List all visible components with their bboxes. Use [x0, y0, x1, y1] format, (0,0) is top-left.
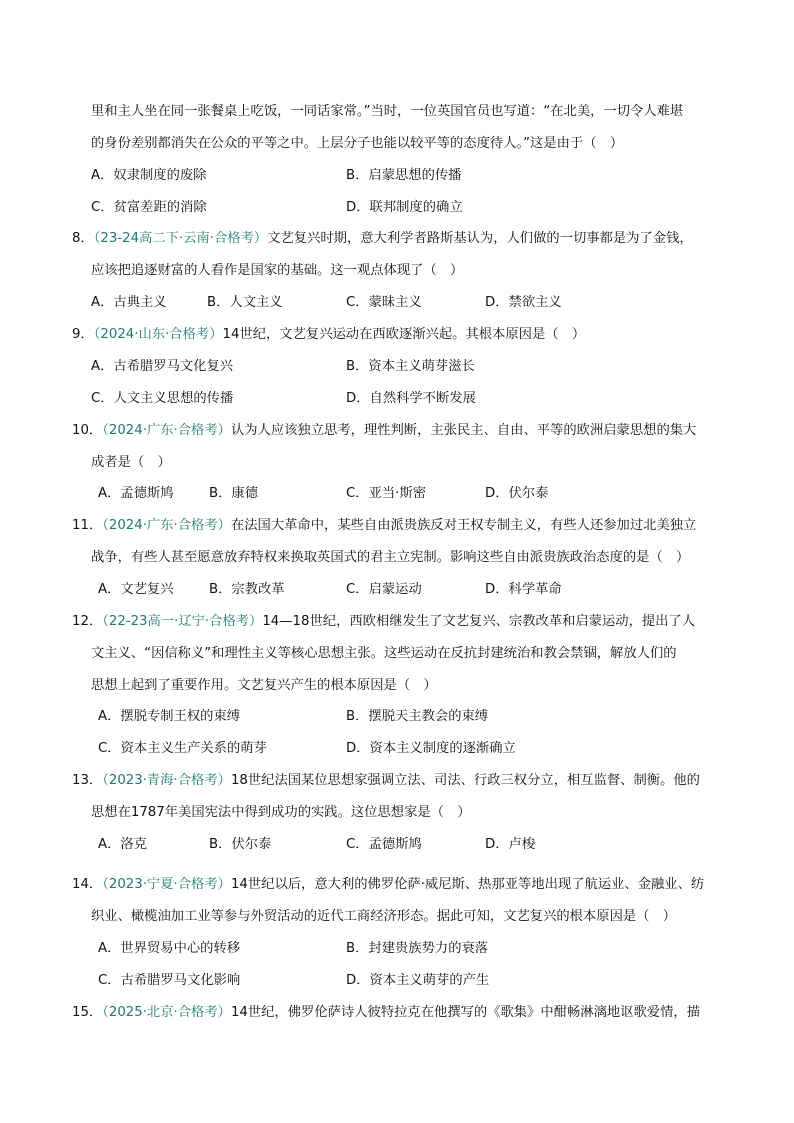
question-11 — [72, 516, 696, 536]
option-a[interactable]: A．孟德斯鸠 — [98, 486, 174, 501]
option-b[interactable]: B．资本主义萌芽滋长 — [346, 359, 475, 374]
option-c[interactable]: C．蒙昧主义 — [346, 295, 422, 310]
question-text: 文艺复兴时期，意大利学者路斯基认为，人们做的一切事都是为了金钱， — [267, 231, 693, 246]
question-text: 思想上起到了重要作用。文艺复兴产生的根本原因是（ ） — [91, 678, 437, 693]
question-text: 14世纪，佛罗伦萨诗人彼特拉克在他撰写的《歌集》中酣畅淋漓地讴歌爱情，描 — [230, 1005, 700, 1020]
option-c[interactable]: C．孟德斯鸠 — [346, 837, 422, 852]
question-source: （2024·广东·合格考） — [102, 518, 231, 533]
option-b[interactable]: B．摆脱天主教会的束缚 — [346, 709, 489, 724]
question-number: 10． — [72, 423, 103, 438]
option-c[interactable]: C．贫富差距的消除 — [91, 200, 207, 215]
option-d[interactable]: D．资本主义萌芽的产生 — [346, 973, 490, 988]
option-d[interactable]: D．科学革命 — [485, 582, 562, 597]
question-source: （22-23高一·辽宁·合格考） — [102, 614, 263, 629]
question-14 — [72, 875, 704, 895]
question-13 — [72, 771, 700, 791]
option-b[interactable]: B．封建贵族势力的衰落 — [346, 941, 489, 956]
question-number: 8． — [72, 231, 94, 246]
question-15 — [72, 1003, 700, 1023]
question-text: 18世纪法国某位思想家强调立法、司法、行政三权分立，相互监督、制衡。他的 — [230, 773, 700, 788]
option-d[interactable]: D．联邦制度的确立 — [346, 200, 463, 215]
question-text: 14世纪以后，意大利的佛罗伦萨·威尼斯、热那亚等地出现了航运业、金融业、纺 — [230, 877, 705, 892]
intro-line-2: 的身份差别都消失在公众的平等之中。上层分子也能以较平等的态度待人。”这是由于（ ） — [91, 136, 624, 151]
question-text: 应该把追逐财富的人看作是国家的基础。这一观点体现了（ ） — [91, 263, 464, 278]
question-source: （2023·青海·合格考） — [102, 773, 231, 788]
option-b[interactable]: B．康德 — [209, 486, 259, 501]
option-d[interactable]: D．禁欲主义 — [485, 295, 562, 310]
question-source: （2024·广东·合格考） — [102, 423, 231, 438]
question-text: 战争，有些人甚至愿意放弃特权来换取英国式的君主立宪制。影响这些自由派贵族政治态度的是（ ） — [91, 550, 690, 565]
option-d[interactable]: D．资本主义制度的逐渐确立 — [346, 741, 516, 756]
option-a[interactable]: A．古希腊罗马文化复兴 — [91, 359, 234, 374]
question-number: 15． — [72, 1005, 103, 1020]
question-number: 11． — [72, 518, 103, 533]
option-c[interactable]: C．亚当·斯密 — [346, 486, 426, 501]
option-b[interactable]: B．人文主义 — [207, 295, 283, 310]
question-10 — [72, 421, 696, 441]
option-b[interactable]: B．宗教改革 — [209, 582, 285, 597]
option-a[interactable]: A．文艺复兴 — [98, 582, 174, 597]
question-9 — [72, 325, 585, 345]
option-c[interactable]: C．人文主义思想的传播 — [91, 391, 234, 406]
question-number: 13． — [72, 773, 103, 788]
question-source: （2023·宁夏·合格考） — [102, 877, 231, 892]
option-a[interactable]: A．世界贸易中心的转移 — [98, 941, 241, 956]
question-8 — [72, 229, 693, 249]
question-number: 14． — [72, 877, 103, 892]
option-d[interactable]: D．自然科学不断发展 — [346, 391, 476, 406]
option-c[interactable]: C．启蒙运动 — [346, 582, 422, 597]
question-source: （23-24高二下·云南·合格考） — [93, 231, 268, 246]
question-text: 认为人应该独立思考，理性判断，主张民主、自由、平等的欧洲启蒙思想的集大 — [230, 423, 697, 438]
option-a[interactable]: A．古典主义 — [91, 295, 167, 310]
question-12 — [72, 612, 695, 632]
option-d[interactable]: D．伏尔泰 — [485, 486, 549, 501]
option-c[interactable]: C．古希腊罗马文化影响 — [98, 973, 241, 988]
option-a[interactable]: A．洛克 — [98, 837, 147, 852]
question-number: 12． — [72, 614, 103, 629]
option-a[interactable]: A．奴隶制度的废除 — [91, 168, 207, 183]
option-c[interactable]: C．资本主义生产关系的萌芽 — [98, 741, 267, 756]
option-b[interactable]: B．伏尔泰 — [209, 837, 272, 852]
question-source: （2024·山东·合格考） — [93, 327, 223, 342]
question-text: 14—18世纪，西欧相继发生了文艺复兴、宗教改革和启蒙运动，提出了人 — [262, 614, 696, 629]
question-text: 文主义、“因信称义”和理性主义等核心思想主张。这些运动在反抗封建统治和教会禁锢，解放人们的 — [91, 646, 677, 661]
option-b[interactable]: B．启蒙思想的传播 — [346, 168, 462, 183]
option-a[interactable]: A．摆脱专制王权的束缚 — [98, 709, 241, 724]
question-text: 在法国大革命中，某些自由派贵族反对王权专制主义，有些人还参加过北美独立 — [230, 518, 697, 533]
question-text: 14世纪，文艺复兴运动在西欧逐渐兴起。其根本原因是（ ） — [222, 327, 586, 342]
intro-line-1: 里和主人坐在同一张餐桌上吃饭，一同话家常。”当时，一位英国官员也写道：“在北美，一切令人难堪 — [91, 104, 684, 119]
question-number: 9． — [72, 327, 94, 342]
question-text: 思想在1787年美国宪法中得到成功的实践。这位思想家是（ ） — [91, 805, 471, 820]
question-text: 织业、橄榄油加工业等参与外贸活动的近代工商经济形态。据此可知，文艺复兴的根本原因是（ ） — [91, 909, 677, 924]
question-source: （2025·北京·合格考） — [102, 1005, 231, 1020]
question-text: 成者是（ ） — [91, 455, 171, 470]
option-d[interactable]: D．卢梭 — [485, 837, 536, 852]
